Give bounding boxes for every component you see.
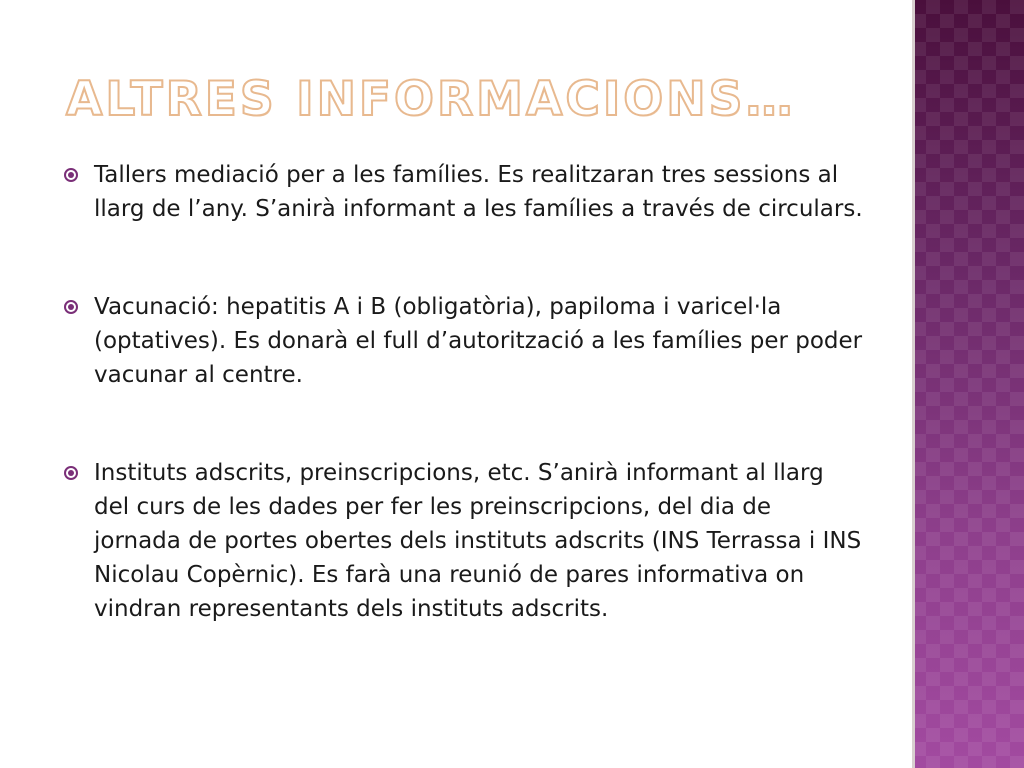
side-band-divider — [912, 0, 915, 768]
bullet-item-vacunacio — [64, 290, 864, 392]
bullet-circle-icon — [64, 168, 78, 182]
decorative-side-band — [912, 0, 1024, 768]
bullet-circle-icon — [64, 300, 78, 314]
bullet-list — [64, 158, 864, 626]
bullet-text: Vacunació: hepatitis A i B (obligatòria), papiloma i varicel·la (optatives). Es donarà el full d’autorització a les famílies per poder vacunar al centre. — [94, 294, 863, 388]
bullet-item-instituts — [64, 456, 864, 626]
bullet-text: Tallers mediació per a les famílies. Es realitzaran tres sessions al llarg de l’any. S’anirà informant a les famílies a través de circulars. — [94, 162, 863, 222]
bullet-circle-icon — [64, 466, 78, 480]
slide-title: ALTRES INFORMACIONS… — [66, 72, 796, 127]
bullet-item-tallers — [64, 158, 864, 226]
bullet-text: Instituts adscrits, preinscripcions, etc. S’anirà informant al llarg del curs de les dades per fer les preinscripcions, del dia de jornada de portes obertes dels instituts adscrits (INS Terrassa i INS Nicolau Copèrnic). Es farà una reunió de pares informativa on vindran representants dels instituts adscrits. — [94, 460, 862, 622]
